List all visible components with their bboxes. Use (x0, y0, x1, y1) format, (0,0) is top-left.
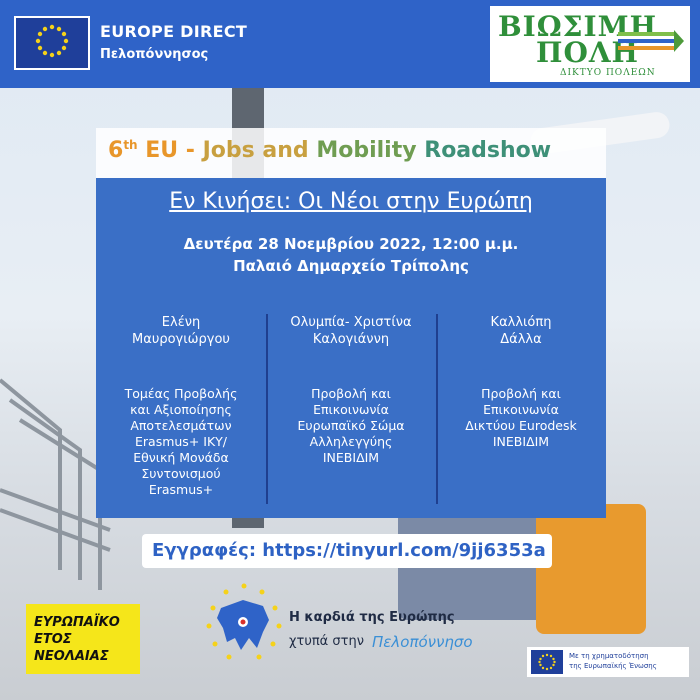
event-title: Εν Κινήσει: Οι Νέοι στην Ευρώπη (169, 189, 533, 214)
viosimi-poli-logo (490, 6, 690, 82)
registration-link[interactable]: Εγγραφές: https://tinyurl.com/9jj6353a (152, 540, 546, 561)
roadshow-jobs: Jobs (202, 138, 255, 163)
funding-text: Με τη χρηματοδότηση της Ευρωπαϊκής Ένωσης (569, 652, 657, 670)
speaker-name: Ελένη Μαυρογιώργου (132, 315, 230, 347)
european-year-of-youth-badge (26, 604, 140, 674)
suitcase-image (536, 504, 646, 634)
roadshow-eu: EU - (137, 138, 203, 163)
slogan-line2-prefix: χτυπά στην (289, 634, 364, 649)
roadshow-number-suffix: th (123, 138, 138, 152)
europe-direct-title: EUROPE DIRECT (100, 22, 248, 41)
speaker-role: Τομέας Προβολής και Αξιοποίησης Αποτελεσμάτων Erasmus+ ΙΚΥ/ Εθνική Μονάδα Συντονισμού Erasmus+ (124, 386, 238, 497)
event-panel (96, 178, 606, 518)
roadshow-and: and (254, 138, 317, 163)
roadshow-title-strip (96, 128, 606, 178)
speaker-name: Καλλιόπη Δάλλα (490, 315, 552, 347)
slogan-line1: Η καρδιά της Ευρώπης (289, 610, 455, 625)
speaker-column (266, 314, 436, 466)
registration-box[interactable] (142, 534, 552, 568)
event-date: Δευτέρα 28 Νοεμβρίου 2022, 12:00 μ.μ. (183, 235, 519, 253)
slogan-region: Πελοπόννησο (372, 633, 473, 651)
speaker-column (436, 314, 606, 450)
roadshow-title (108, 138, 551, 163)
arrows-icon (618, 26, 684, 56)
logo-text-line2: ΠΟΛΗ (536, 36, 640, 69)
speaker-role: Προβολή και Επικοινωνία Δικτύου Eurodesk ΙΝΕΒΙΔΙΜ (465, 386, 577, 449)
roadshow-number: 6 (108, 138, 124, 163)
peloponnese-map-icon (205, 582, 283, 664)
roadshow-mobility: Mobility (316, 138, 417, 163)
event-place: Παλαιό Δημαρχείο Τρίπολης (233, 257, 469, 275)
europe-direct-region: Πελοπόννησος (100, 47, 209, 62)
youth-year-text: ΕΥΡΩΠΑΪΚΟ ΕΤΟΣ ΝΕΟΛΑΙΑΣ (34, 615, 120, 664)
roadshow-word: Roadshow (416, 138, 552, 163)
speaker-role: Προβολή και Επικοινωνία Ευρωπαϊκό Σώμα Αλληλεγγύης ΙΝΕΒΙΔΙΜ (297, 386, 405, 465)
speaker-name: Ολυμπία- Χριστίνα Καλογιάννη (290, 315, 412, 347)
header-bar (0, 0, 700, 88)
eu-flag-icon (531, 650, 563, 674)
eu-flag-icon (14, 16, 90, 70)
eu-funding-badge (527, 647, 689, 677)
speaker-column (96, 314, 266, 498)
logo-text-line3: ΔΙΚΤΥΟ ΠΟΛΕΩΝ (560, 68, 656, 78)
logo-text-line1: ΒΙΩΣΙΜΗ (498, 10, 658, 43)
